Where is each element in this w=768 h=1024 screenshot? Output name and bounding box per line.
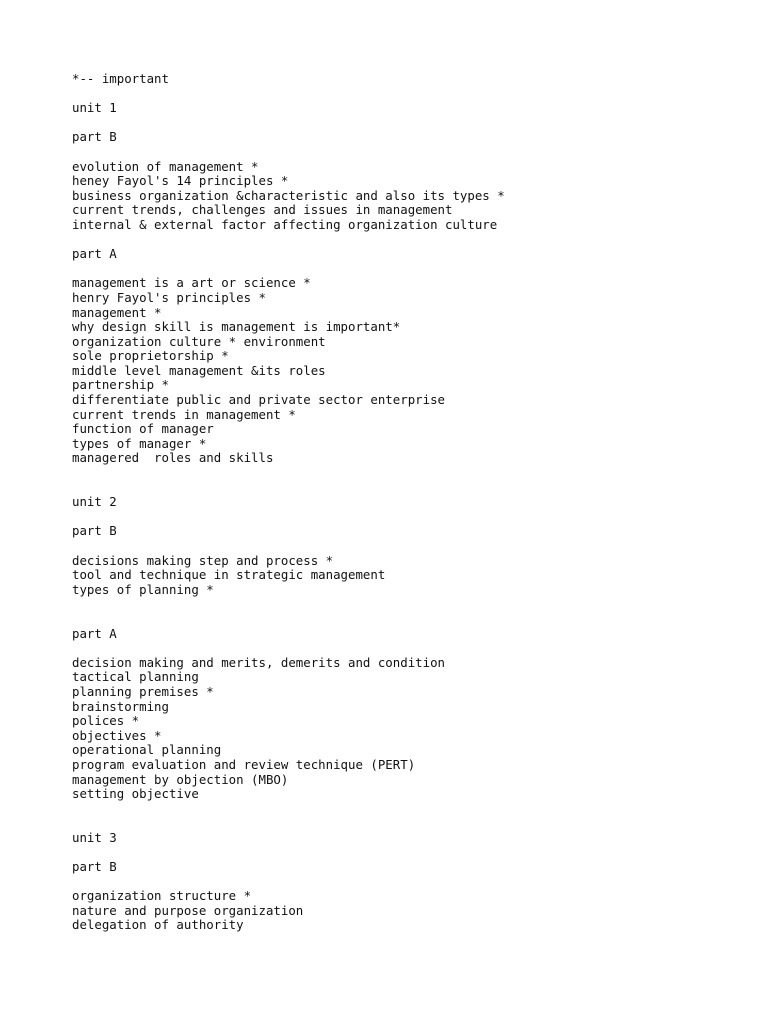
unit-1-part-a-list xyxy=(72,276,752,466)
list-item: organization culture * environment xyxy=(72,333,326,349)
list-item: types of planning * xyxy=(72,581,214,597)
list-item: objectives * xyxy=(72,727,162,743)
list-item: managered roles and skills xyxy=(72,450,274,466)
unit-2-part-b-list xyxy=(72,554,752,598)
list-item: nature and purpose organization xyxy=(72,902,304,918)
list-item: operational planning xyxy=(72,742,222,758)
list-item: polices * xyxy=(72,713,140,729)
list-item: management is a art or science * xyxy=(72,275,311,291)
list-item: program evaluation and review technique (PERT) xyxy=(72,756,416,772)
unit-1-part-a-heading: part A xyxy=(72,246,117,262)
list-item: why design skill is management is important* xyxy=(72,319,401,335)
list-item: delegation of authority xyxy=(72,917,244,933)
list-item: function of manager xyxy=(72,421,214,437)
unit-2-part-a-list xyxy=(72,656,752,802)
unit-2-part-b-heading: part B xyxy=(72,523,117,539)
unit-1-part-b-heading: part B xyxy=(72,129,117,145)
list-item: internal & external factor affecting organization culture xyxy=(72,216,498,232)
list-item: middle level management &its roles xyxy=(72,362,326,378)
list-item: brainstorming xyxy=(72,698,169,714)
list-item: business organization &characteristic and also its types * xyxy=(72,187,505,203)
unit-1-part-b-list xyxy=(72,160,752,233)
list-item: current trends in management * xyxy=(72,406,296,422)
unit-3-part-b-list xyxy=(72,889,752,933)
list-item: organization structure * xyxy=(72,888,252,904)
list-item: heney Fayol's 14 principles * xyxy=(72,173,289,189)
importance-legend: *-- important xyxy=(72,71,169,86)
unit-2-title: unit 2 xyxy=(72,494,117,510)
document-page xyxy=(72,72,752,933)
unit-2-part-a-heading: part A xyxy=(72,625,117,641)
list-item: current trends, challenges and issues in management xyxy=(72,202,453,218)
list-item: henry Fayol's principles * xyxy=(72,289,266,305)
list-item: decisions making step and process * xyxy=(72,552,334,568)
list-item: setting objective xyxy=(72,786,199,802)
list-item: partnership * xyxy=(72,377,169,393)
list-item: tool and technique in strategic management xyxy=(72,567,386,583)
unit-3-title: unit 3 xyxy=(72,829,117,845)
list-item: management by objection (MBO) xyxy=(72,771,289,787)
list-item: differentiate public and private sector enterprise xyxy=(72,392,445,408)
list-item: management * xyxy=(72,304,162,320)
list-item: sole proprietorship * xyxy=(72,348,229,364)
list-item: planning premises * xyxy=(72,683,214,699)
list-item: decision making and merits, demerits and condition xyxy=(72,654,445,670)
unit-3-part-b-heading: part B xyxy=(72,859,117,875)
list-item: evolution of management * xyxy=(72,158,259,174)
unit-1-title: unit 1 xyxy=(72,100,117,116)
list-item: types of manager * xyxy=(72,435,207,451)
list-item: tactical planning xyxy=(72,669,199,685)
